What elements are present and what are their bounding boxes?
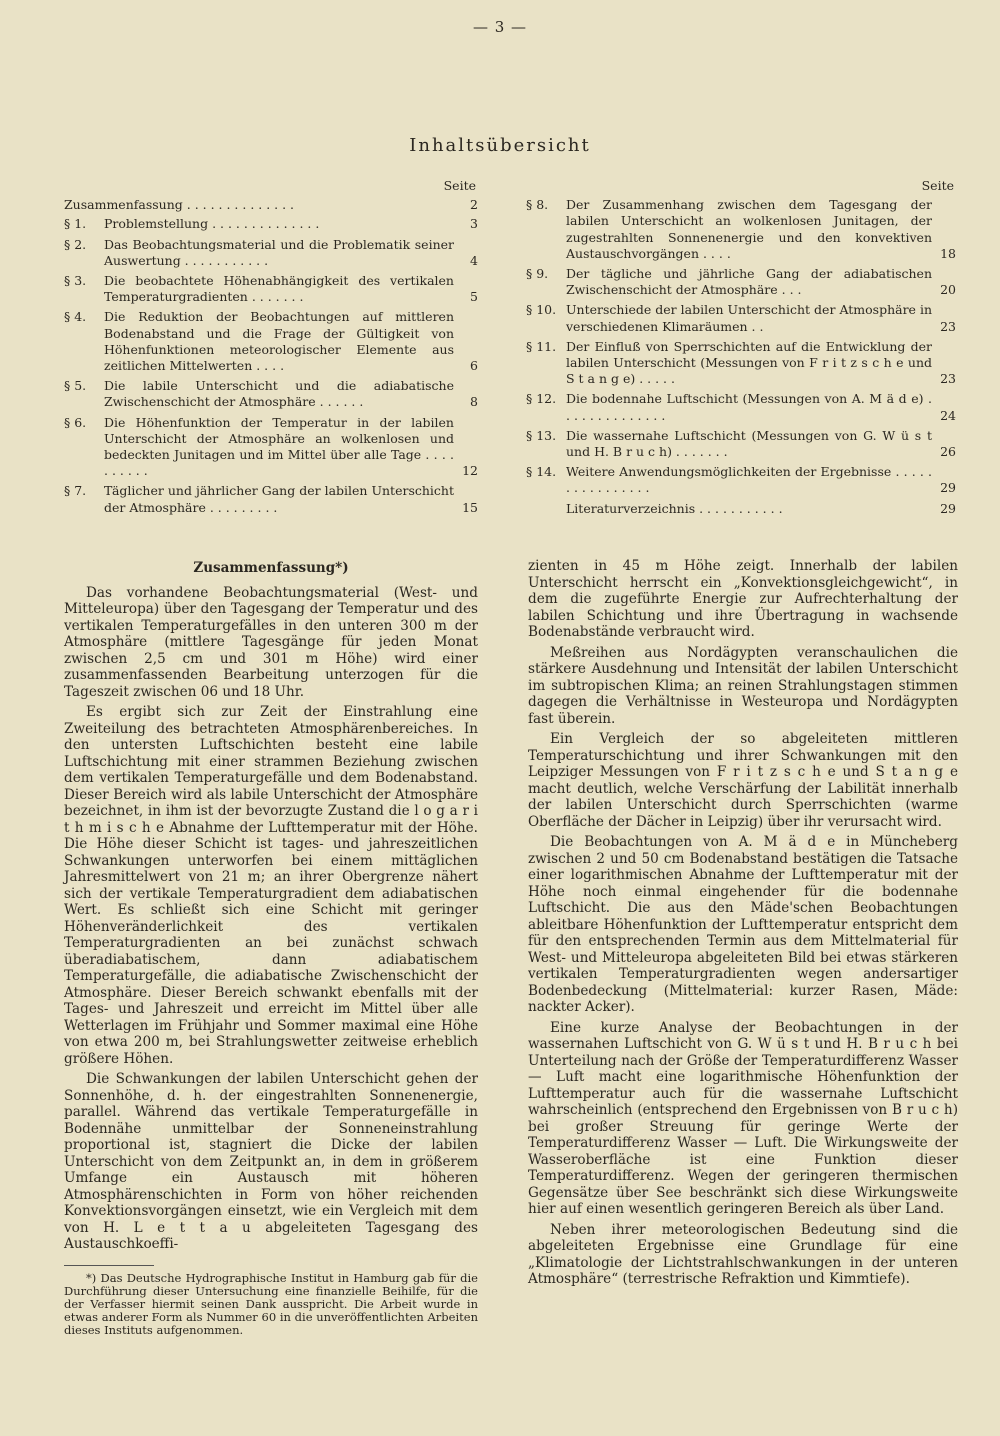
page-number: — 3 — xyxy=(472,18,528,36)
toc-entry-number: § 14. xyxy=(526,464,557,480)
toc-title: Inhaltsübersicht xyxy=(409,135,591,156)
toc-seite-label: Seite xyxy=(443,178,476,193)
toc-entry-number: § 3. xyxy=(64,273,87,289)
toc-entry-number: § 6. xyxy=(64,414,87,430)
toc-entry xyxy=(64,378,478,410)
toc-entry-text: Der Einfluß von Sperrschichten auf die Entwicklung der labilen Unterschicht (Messungen von F r i t z s c h e und S t a n g e) . . . . . xyxy=(566,338,932,387)
toc-entry xyxy=(526,339,956,388)
toc-entry-page: 24 xyxy=(940,407,956,423)
summary-paragraph: Eine kurze Analyse der Beobachtungen in der wassernahen Luftschicht von G. W ü s t und H. B r u c h bei Unterteilung nach der Größe der Temperaturdifferenz Wasser — Luft macht eine logarithmische Höhenfunktion der Lufttemperatur auch für die wassernahe Luftschicht wahrscheinlich (entsprechend den Ergebnissen von B r u c h) bei großer Streuung für geringe Werte der Temperaturdifferenz Wasser — Luft. Die Wirkungsweite der Wasseroberfläche ist eine Funktion dieser Temperaturdifferenz. Wegen der geringeren thermischen Gegensätze über See beschränkt sich diese Wirkungsweite hier auf einen wesentlich geringeren Bereich als über Land. xyxy=(528,1019,958,1217)
toc-entry-text: Literaturverzeichnis . . . . . . . . . . . xyxy=(566,500,783,516)
toc-entry-number: § 4. xyxy=(64,309,87,325)
summary-paragraph: Die Schwankungen der labilen Unterschicht gehen der Sonnenhöhe, d. h. der eingestrahlten Sonnenenergie, parallel. Während das vertikale Temperaturgefälle in Bodennähe unmittelbar der Sonneneinstrahlung proportional ist, stagniert die Dicke der labilen Unterschicht von dem Zeitpunkt an, in dem in größerem Umfange ein Austausch mit höheren Atmosphärenschichten in Form von höher reichenden Konvektionsvorgängen einsetzt, wie ein Vergleich mit dem von H. L e t t a u abgeleiteten Tagesgang des Austauschkoeffi- xyxy=(64,1071,478,1252)
toc-entry xyxy=(526,302,956,334)
toc-entry xyxy=(526,266,956,298)
summary-paragraph: Die Beobachtungen von A. M ä d e in Müncheberg zwischen 2 und 50 cm Bodenabstand bestätigen die Tatsache einer logarithmischen Abnahme der Lufttemperatur mit der Höhe noch einmal eingehender für die bodennahe Luftschicht. Die aus den Mäde'schen Beobachtungen ableitbare Höhenfunktion der Lufttemperatur entspricht dem für den entsprechenden Termin aus dem Mittelmaterial für West- und Mitteleuropa abgeleiteten Bild bei etwas stärkeren vertikalen Temperaturgradienten wegen andersartiger Bodenbedeckung (Mittelmaterial: kurzer Rasen, Mäde: nackter Acker). xyxy=(528,834,958,1015)
summary-left-column xyxy=(64,560,478,1341)
toc-entry xyxy=(64,216,478,232)
toc-entry-number: § 11. xyxy=(526,338,557,354)
summary-paragraph: Ein Vergleich der so abgeleiteten mittleren Temperaturschichtung und ihrer Schwankungen mit den Leipziger Messungen von F r i t z s c h e und S t a n g e macht deutlich, welche Verschärfung der Labilität innerhalb der labilen Unterschicht durch Sperrschichten (warme Oberfläche der Dächer in Leipzig) über ihr verursacht wird. xyxy=(528,731,958,830)
toc-entry-text: Die beobachtete Höhenabhängigkeit des vertikalen Temperaturgradienten . . . . . . . xyxy=(104,273,454,305)
footnote-divider xyxy=(64,1265,154,1266)
toc-entry xyxy=(526,501,956,517)
toc-entry-text: Täglicher und jährlicher Gang der labilen Unterschicht der Atmosphäre . . . . . . . . . xyxy=(104,483,454,515)
toc-entry-text: Weitere Anwendungsmöglichkeiten der Ergebnisse . . . . . . . . . . . . . . . . xyxy=(566,464,932,496)
toc-entry xyxy=(64,415,478,480)
toc-entry-text: Die Reduktion der Beobachtungen auf mittleren Bodenabstand und die Frage der Gültigkeit von Höhenfunktionen meteorologischer Elemente aus zeitlichen Mittelwerten . . . . xyxy=(104,309,454,374)
footnote: *) Das Deutsche Hydrographische Institut in Hamburg gab für die Durchführung dieser Untersuchung eine finanzielle Beihilfe, für die der Verfasser hiermit seinen Dank ausspricht. Die Arbeit wurde in etwas anderer Form als Nummer 60 in die unveröffentlichten Arbeiten dieses Instituts aufgenommen. xyxy=(64,1270,478,1337)
toc-left-column xyxy=(64,178,478,520)
toc-entry xyxy=(526,197,956,262)
summary-paragraph: Neben ihrer meteorologischen Bedeutung sind die abgeleiteten Ergebnisse eine Grundlage für eine „Klimatologie der Lichtstrahlschwankungen in der unteren Atmosphäre“ (terrestrische Refraktion und Kimmtiefe). xyxy=(528,1221,958,1287)
toc-entry-page: 4 xyxy=(470,252,478,268)
toc-entry-text: Die Höhenfunktion der Temperatur in der labilen Unterschicht der Atmosphäre an wolkenlosen und bedeckten Junitagen und im Mittel über alle Tage . . . . . . . . . . xyxy=(104,414,454,479)
toc-entry-page: 12 xyxy=(462,463,478,479)
toc-entry-number: § 8. xyxy=(526,197,549,213)
toc-entry-number: § 13. xyxy=(526,427,557,443)
toc-entry-text: Die labile Unterschicht und die adiabatische Zwischenschicht der Atmosphäre . . . . . . xyxy=(104,378,454,410)
summary-paragraph: zienten in 45 m Höhe zeigt. Innerhalb der labilen Unterschicht herrscht ein „Konvektionsgleichgewicht“, in dem die zugeführte Energie zur Aufrechterhaltung der labilen Schichtung und ihre Übertragung in wachsende Bodenabstände verbraucht wird. xyxy=(528,558,958,640)
summary-paragraph: Es ergibt sich zur Zeit der Einstrahlung eine Zweiteilung des betrachteten Atmosphärenbereiches. In den untersten Luftschichten besteht eine labile Luftschichtung mit einer strammen Beziehung zwischen dem vertikalen Temperaturgefälle und dem Bodenabstand. Dieser Bereich wird als labile Unterschicht der Atmosphäre bezeichnet, in ihm ist der bevorzugte Zustand die l o g a r i t h m i s c h e Abnahme der Lufttemperatur mit der Höhe. Die Höhe dieser Schicht ist tages- und jahreszeitlichen Schwankungen unterworfen bei einem mittäglichen Jahresmittelwert von 21 m; an ihrer Obergrenze nähert sich der vertikale Temperaturgradient dem adiabatischen Wert. Es schließt sich eine Schicht mit geringer Höhenveränderlichkeit des vertikalen Temperaturgradienten an bei zunächst schwach überadiabatischem, dann adiabatischem Temperaturgefälle, die adiabatische Zwischenschicht der Atmosphäre. Dieser Bereich schwankt ebenfalls mit der Tages- und Jahreszeit und erreicht im Mittel über alle Wetterlagen im Frühjahr und Sommer maximal eine Höhe von etwa 200 m, bei Strahlungswetter zeitweise erheblich größere Höhen. xyxy=(64,704,478,1067)
summary-right-column xyxy=(528,558,958,1292)
toc-entry-text: Das Beobachtungsmaterial und die Problematik seiner Auswertung . . . . . . . . . . . xyxy=(104,236,454,268)
toc-entry-text: Die bodennahe Luftschicht (Messungen von A. M ä d e) . . . . . . . . . . . . . . xyxy=(566,391,932,423)
toc-entry-page: 23 xyxy=(940,371,956,387)
toc-entry-page: 20 xyxy=(940,282,956,298)
toc-right-column xyxy=(526,178,956,521)
toc-entry-page: 5 xyxy=(470,289,478,305)
toc-entry xyxy=(526,464,956,496)
toc-entry-number: § 7. xyxy=(64,483,87,499)
toc-entry xyxy=(526,391,956,423)
toc-entry-number: § 9. xyxy=(526,266,549,282)
toc-entry-page: 3 xyxy=(470,216,478,232)
toc-entry-page: 2 xyxy=(470,197,478,213)
toc-entry-number: § 2. xyxy=(64,236,87,252)
toc-entry-text: Der tägliche und jährliche Gang der adiabatischen Zwischenschicht der Atmosphäre . . . xyxy=(566,266,932,298)
toc-entry-page: 29 xyxy=(940,480,956,496)
toc-entry-number: § 5. xyxy=(64,378,87,394)
toc-entry-page: 8 xyxy=(470,394,478,410)
toc-entry xyxy=(64,309,478,374)
toc-entry xyxy=(64,237,478,269)
toc-entry-text: Die wassernahe Luftschicht (Messungen von G. W ü s t und H. B r u c h) . . . . . . . xyxy=(566,427,932,460)
toc-entry-text: Zusammenfassung . . . . . . . . . . . . . . xyxy=(64,197,295,213)
toc-entry xyxy=(64,273,478,305)
toc-entry-text: Problemstellung . . . . . . . . . . . . . . xyxy=(104,216,320,232)
toc-entry-page: 6 xyxy=(470,358,478,374)
toc-entry-text: Der Zusammenhang zwischen dem Tagesgang der labilen Unterschicht an wolkenlosen Junitagen, der zugestrahlten Sonnenenergie und den konvektiven Austauschvorgängen . . . . xyxy=(566,197,932,261)
toc-entry-text: Unterschiede der labilen Unterschicht der Atmosphäre in verschiedenen Klimaräumen . . xyxy=(566,302,932,334)
toc-entry-number: § 1. xyxy=(64,216,87,232)
toc-seite-label: Seite xyxy=(921,178,954,193)
toc-entry xyxy=(64,483,478,515)
toc-entry-page: 26 xyxy=(940,444,956,460)
summary-paragraph: Meßreihen aus Nordägypten veranschaulichen die stärkere Ausdehnung und Intensität der labilen Unterschicht im subtropischen Klima; an reinen Strahlungstagen stimmen dagegen die Verhältnisse in Westeuropa und Nordägypten fast überein. xyxy=(528,644,958,727)
summary-paragraph: Das vorhandene Beobachtungsmaterial (West- und Mitteleuropa) über den Tagesgang der Temperatur und des vertikalen Temperaturgefälles in den unteren 300 m der Atmosphäre (mittlere Tagesgänge für jeden Monat zwischen 2,5 cm und 301 m Höhe) wird einer zusammenfassenden Bearbeitung unterzogen für die Tageszeit zwischen 06 und 18 Uhr. xyxy=(64,584,478,700)
toc-entry-number: § 12. xyxy=(526,391,557,407)
toc-entry xyxy=(64,197,478,213)
toc-entry xyxy=(526,428,956,460)
toc-entry-page: 15 xyxy=(462,499,478,515)
toc-entry-page: 23 xyxy=(940,318,956,334)
toc-entry-page: 29 xyxy=(940,500,956,516)
toc-entry-number: § 10. xyxy=(526,302,557,318)
toc-entry-page: 18 xyxy=(940,245,956,261)
summary-heading: Zusammenfassung*) xyxy=(193,560,349,576)
